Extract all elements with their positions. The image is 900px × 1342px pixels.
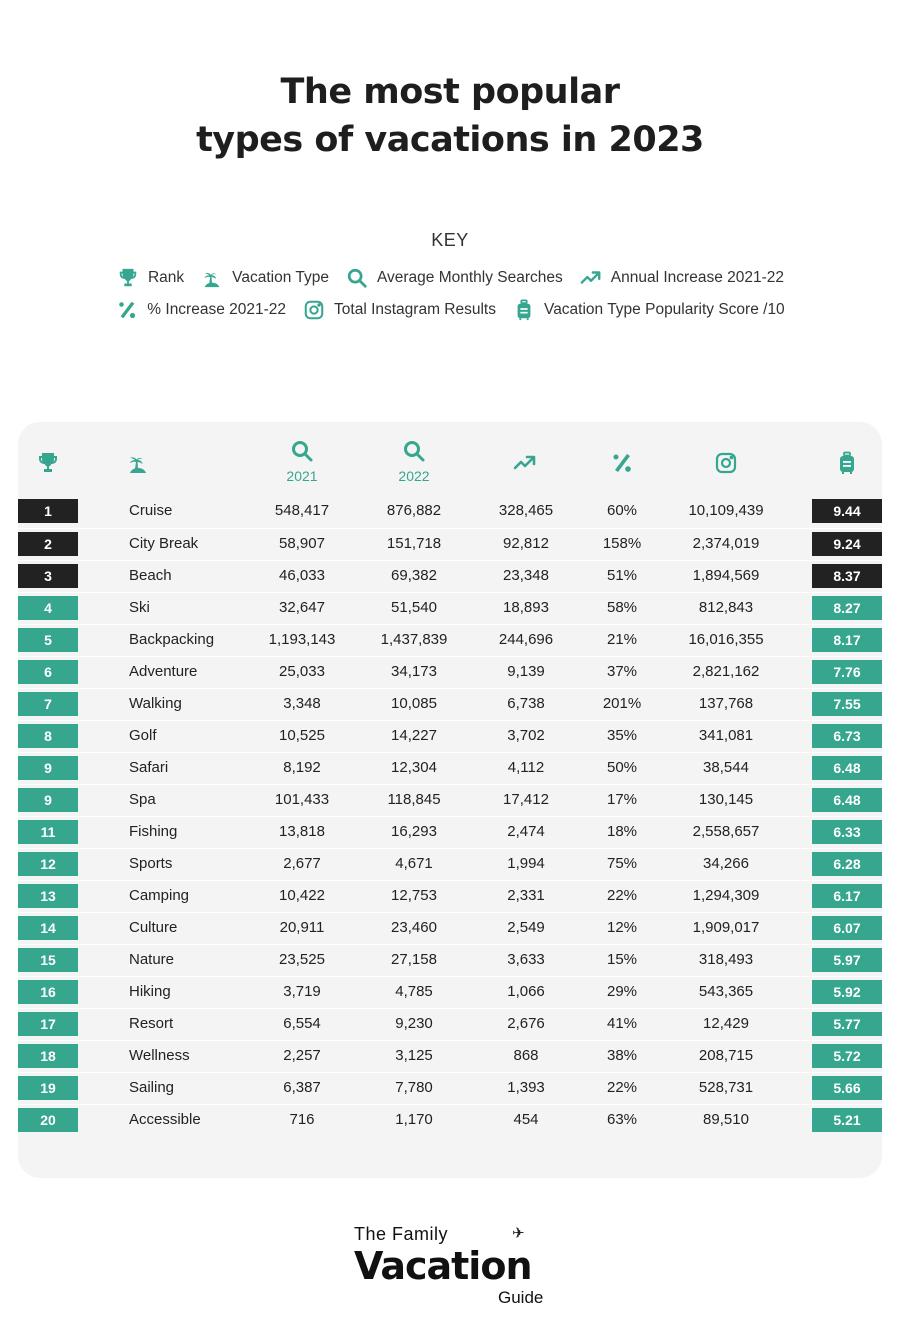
- vacation-type: Spa: [129, 791, 156, 808]
- rank-badge: 4: [18, 596, 78, 620]
- cell-insta: 16,016,355: [688, 631, 764, 648]
- cell-s2021: 548,417: [274, 502, 330, 519]
- cell-insta: 341,081: [698, 727, 754, 744]
- score-badge: 8.37: [812, 564, 882, 588]
- table-row: [18, 944, 882, 976]
- cell-s2022: 1,437,839: [380, 631, 448, 648]
- vacation-type: Camping: [129, 887, 190, 904]
- cell-pct: 17%: [606, 791, 638, 808]
- cell-insta: 89,510: [703, 1111, 749, 1128]
- vacation-type: Accessible: [129, 1111, 201, 1128]
- table-row: [18, 496, 882, 528]
- vacation-type: Beach: [129, 567, 172, 584]
- cell-annual: 1,066: [507, 983, 545, 1000]
- rank-badge: 9: [18, 756, 78, 780]
- key-label: Rank: [147, 269, 185, 286]
- cell-annual: 1,994: [507, 855, 545, 872]
- cell-insta: 812,843: [698, 599, 754, 616]
- rank-badge: 15: [18, 948, 78, 972]
- key-item-score: [512, 298, 785, 322]
- cell-annual: 454: [513, 1111, 539, 1128]
- cell-pct: 60%: [606, 502, 638, 519]
- instagram-icon: [302, 298, 326, 322]
- cell-annual: 3,633: [507, 951, 545, 968]
- table-row: [18, 848, 882, 880]
- cell-pct: 63%: [606, 1111, 638, 1128]
- cell-s2021: 46,033: [279, 567, 325, 584]
- vacation-type: Sailing: [129, 1079, 175, 1096]
- cell-insta: 34,266: [703, 855, 749, 872]
- cell-annual: 6,738: [507, 695, 545, 712]
- vacation-type: City Break: [129, 535, 199, 552]
- rank-badge: 1: [18, 499, 78, 523]
- key-item-annual-increase: [579, 266, 784, 290]
- header-vacation-type: [125, 450, 151, 478]
- score-badge: 6.28: [812, 852, 882, 876]
- key-item-rank: [116, 266, 184, 290]
- rank-badge: 9: [18, 788, 78, 812]
- cell-s2022: 3,125: [395, 1047, 433, 1064]
- instagram-icon: [713, 450, 739, 476]
- header-score: [834, 450, 860, 478]
- key-row-2: [0, 298, 900, 322]
- trophy-icon: [35, 450, 61, 476]
- vacation-type: Cruise: [129, 502, 173, 519]
- cell-pct: 22%: [606, 1079, 638, 1096]
- score-badge: 6.33: [812, 820, 882, 844]
- cell-annual: 2,549: [507, 919, 545, 936]
- table-row: [18, 752, 882, 784]
- logo-line-3: Guide: [498, 1288, 544, 1307]
- cell-s2021: 10,525: [279, 727, 325, 744]
- cell-s2021: 6,554: [283, 1015, 321, 1032]
- vacation-type: Hiking: [129, 983, 171, 1000]
- cell-insta: 38,544: [703, 759, 749, 776]
- vacation-type: Fishing: [129, 823, 178, 840]
- score-badge: 9.44: [812, 499, 882, 523]
- vacation-type: Walking: [129, 695, 182, 712]
- cell-pct: 12%: [606, 919, 638, 936]
- cell-s2022: 69,382: [391, 567, 437, 584]
- score-badge: 8.27: [812, 596, 882, 620]
- score-badge: 6.48: [812, 788, 882, 812]
- cell-s2022: 27,158: [391, 951, 437, 968]
- cell-pct: 21%: [606, 631, 638, 648]
- rank-badge: 2: [18, 532, 78, 556]
- key-row-1: [0, 266, 900, 290]
- cell-s2022: 118,845: [387, 791, 441, 808]
- rank-badge: 20: [18, 1108, 78, 1132]
- cell-pct: 29%: [606, 983, 638, 1000]
- cell-s2021: 10,422: [279, 887, 325, 904]
- header-rank: [35, 450, 61, 478]
- rank-badge: 5: [18, 628, 78, 652]
- cell-insta: 2,821,162: [692, 663, 760, 680]
- trend-up-icon: [512, 450, 538, 476]
- key-item-vacation-type: [200, 266, 329, 290]
- cell-annual: 328,465: [498, 502, 554, 519]
- table-row: [18, 592, 882, 624]
- suitcase-icon: [512, 298, 536, 322]
- score-badge: 5.66: [812, 1076, 882, 1100]
- cell-insta: 2,558,657: [692, 823, 760, 840]
- cell-insta: 130,145: [698, 791, 754, 808]
- cell-pct: 18%: [606, 823, 638, 840]
- trend-up-icon: [579, 266, 603, 290]
- vacation-type: Wellness: [129, 1047, 190, 1064]
- cell-insta: 1,909,017: [692, 919, 760, 936]
- search-icon: [289, 438, 315, 464]
- cell-pct: 75%: [606, 855, 638, 872]
- header-year-2022: 2022: [398, 468, 430, 484]
- cell-insta: 528,731: [698, 1079, 754, 1096]
- rank-badge: 18: [18, 1044, 78, 1068]
- score-badge: 5.21: [812, 1108, 882, 1132]
- cell-s2021: 8,192: [283, 759, 321, 776]
- cell-s2022: 12,304: [391, 759, 437, 776]
- table-row: [18, 1104, 882, 1136]
- cell-insta: 543,365: [698, 983, 754, 1000]
- vacation-type: Golf: [129, 727, 157, 744]
- percent-icon: [609, 450, 635, 476]
- brand-logo: [340, 1224, 570, 1308]
- score-badge: 6.17: [812, 884, 882, 908]
- header-instagram: [713, 450, 739, 478]
- key-label: Total Instagram Results: [334, 301, 496, 318]
- cell-annual: 9,139: [507, 663, 545, 680]
- suitcase-icon: [834, 450, 860, 476]
- plane-icon: ✈: [512, 1225, 525, 1242]
- header-searches-2021: [282, 438, 322, 484]
- cell-annual: 1,393: [507, 1079, 545, 1096]
- cell-annual: 23,348: [503, 567, 549, 584]
- cell-s2022: 9,230: [395, 1015, 433, 1032]
- title-line-1: The most popular: [280, 72, 620, 112]
- cell-pct: 58%: [606, 599, 638, 616]
- rank-badge: 13: [18, 884, 78, 908]
- table-row: [18, 1040, 882, 1072]
- header-pct-increase: [609, 450, 635, 478]
- cell-insta: 1,894,569: [692, 567, 760, 584]
- header-year-2021: 2021: [286, 468, 318, 484]
- rank-badge: 7: [18, 692, 78, 716]
- rank-badge: 3: [18, 564, 78, 588]
- cell-s2021: 3,719: [283, 983, 321, 1000]
- cell-s2022: 23,460: [391, 919, 437, 936]
- key-item-pct-increase: [115, 298, 286, 322]
- cell-s2022: 876,882: [386, 502, 442, 519]
- score-badge: 9.24: [812, 532, 882, 556]
- cell-insta: 2,374,019: [692, 535, 760, 552]
- table-row: [18, 560, 882, 592]
- score-badge: 5.92: [812, 980, 882, 1004]
- cell-s2021: 6,387: [283, 1079, 321, 1096]
- cell-s2022: 1,170: [395, 1111, 433, 1128]
- header-searches-2022: [394, 438, 434, 484]
- header-annual-increase: [512, 450, 538, 478]
- logo-line-2: Vacation: [354, 1244, 532, 1288]
- score-badge: 5.97: [812, 948, 882, 972]
- vacation-type: Culture: [129, 919, 178, 936]
- cell-s2021: 58,907: [279, 535, 325, 552]
- cell-insta: 137,768: [698, 695, 754, 712]
- vacation-type: Safari: [129, 759, 169, 776]
- table-row: [18, 784, 882, 816]
- cell-s2022: 10,085: [391, 695, 437, 712]
- cell-s2021: 101,433: [274, 791, 330, 808]
- cell-pct: 22%: [606, 887, 638, 904]
- rank-badge: 6: [18, 660, 78, 684]
- cell-pct: 50%: [606, 759, 638, 776]
- cell-insta: 208,715: [698, 1047, 754, 1064]
- key-label: Annual Increase 2021-22: [610, 269, 785, 286]
- cell-s2022: 34,173: [391, 663, 437, 680]
- table-row: [18, 624, 882, 656]
- cell-s2022: 4,785: [395, 983, 433, 1000]
- table-row: [18, 976, 882, 1008]
- score-badge: 6.07: [812, 916, 882, 940]
- table-row: [18, 880, 882, 912]
- score-badge: 5.72: [812, 1044, 882, 1068]
- cell-s2021: 2,677: [283, 855, 321, 872]
- vacation-type: Backpacking: [129, 631, 215, 648]
- key-title: KEY: [431, 230, 469, 250]
- cell-pct: 15%: [606, 951, 638, 968]
- cell-pct: 51%: [606, 567, 638, 584]
- score-badge: 5.77: [812, 1012, 882, 1036]
- table-row: [18, 720, 882, 752]
- cell-s2022: 14,227: [391, 727, 437, 744]
- cell-s2021: 3,348: [283, 695, 321, 712]
- cell-insta: 12,429: [703, 1015, 749, 1032]
- page-title: [0, 68, 900, 164]
- table-row: [18, 912, 882, 944]
- cell-pct: 37%: [606, 663, 638, 680]
- cell-pct: 38%: [606, 1047, 638, 1064]
- search-icon: [345, 266, 369, 290]
- palm-island-icon: [200, 266, 224, 290]
- cell-s2021: 2,257: [283, 1047, 321, 1064]
- key-label: Vacation Type Popularity Score /10: [544, 301, 785, 318]
- trophy-icon: [116, 266, 140, 290]
- search-icon: [401, 438, 427, 464]
- cell-insta: 318,493: [698, 951, 754, 968]
- cell-pct: 201%: [602, 695, 642, 712]
- cell-annual: 18,893: [503, 599, 549, 616]
- rank-badge: 17: [18, 1012, 78, 1036]
- cell-s2022: 7,780: [395, 1079, 433, 1096]
- cell-annual: 2,474: [507, 823, 545, 840]
- cell-s2022: 4,671: [395, 855, 433, 872]
- cell-s2022: 151,718: [386, 535, 442, 552]
- cell-pct: 41%: [606, 1015, 638, 1032]
- cell-s2022: 12,753: [391, 887, 437, 904]
- vacation-type: Sports: [129, 855, 173, 872]
- percent-icon: [115, 298, 139, 322]
- key-item-instagram: [302, 298, 496, 322]
- cell-s2021: 20,911: [279, 919, 325, 936]
- rank-badge: 14: [18, 916, 78, 940]
- title-line-2: types of vacations in 2023: [196, 120, 704, 160]
- cell-s2022: 16,293: [391, 823, 437, 840]
- table-row: [18, 816, 882, 848]
- key-item-searches: [345, 266, 563, 290]
- cell-annual: 92,812: [503, 535, 549, 552]
- palm-island-icon: [125, 450, 151, 476]
- table-row: [18, 1008, 882, 1040]
- cell-s2021: 25,033: [279, 663, 325, 680]
- cell-annual: 2,331: [507, 887, 545, 904]
- cell-s2021: 1,193,143: [268, 631, 336, 648]
- score-badge: 6.48: [812, 756, 882, 780]
- key-label: % Increase 2021-22: [147, 301, 287, 318]
- cell-pct: 158%: [602, 535, 642, 552]
- rank-badge: 12: [18, 852, 78, 876]
- rank-badge: 19: [18, 1076, 78, 1100]
- key-label: Vacation Type: [232, 269, 329, 286]
- cell-s2021: 23,525: [279, 951, 325, 968]
- rank-badge: 16: [18, 980, 78, 1004]
- table-row: [18, 528, 882, 560]
- rank-badge: 11: [18, 820, 78, 844]
- cell-pct: 35%: [606, 727, 638, 744]
- logo-line-1: The Family: [354, 1224, 449, 1244]
- cell-annual: 17,412: [503, 791, 549, 808]
- vacation-type: Nature: [129, 951, 175, 968]
- cell-annual: 868: [513, 1047, 539, 1064]
- table-row: [18, 688, 882, 720]
- score-badge: 7.55: [812, 692, 882, 716]
- cell-annual: 4,112: [507, 759, 545, 776]
- vacation-type: Adventure: [129, 663, 198, 680]
- cell-s2021: 32,647: [279, 599, 325, 616]
- score-badge: 8.17: [812, 628, 882, 652]
- cell-insta: 10,109,439: [688, 502, 764, 519]
- cell-insta: 1,294,309: [692, 887, 760, 904]
- rank-badge: 8: [18, 724, 78, 748]
- cell-annual: 244,696: [498, 631, 554, 648]
- vacation-type: Resort: [129, 1015, 174, 1032]
- score-badge: 7.76: [812, 660, 882, 684]
- table-row: [18, 1072, 882, 1104]
- cell-annual: 3,702: [507, 727, 545, 744]
- cell-s2022: 51,540: [391, 599, 437, 616]
- cell-s2021: 716: [289, 1111, 315, 1128]
- table-row: [18, 656, 882, 688]
- score-badge: 6.73: [812, 724, 882, 748]
- cell-s2021: 13,818: [279, 823, 325, 840]
- cell-annual: 2,676: [507, 1015, 545, 1032]
- vacation-type: Ski: [129, 599, 150, 616]
- key-label: Average Monthly Searches: [376, 269, 563, 286]
